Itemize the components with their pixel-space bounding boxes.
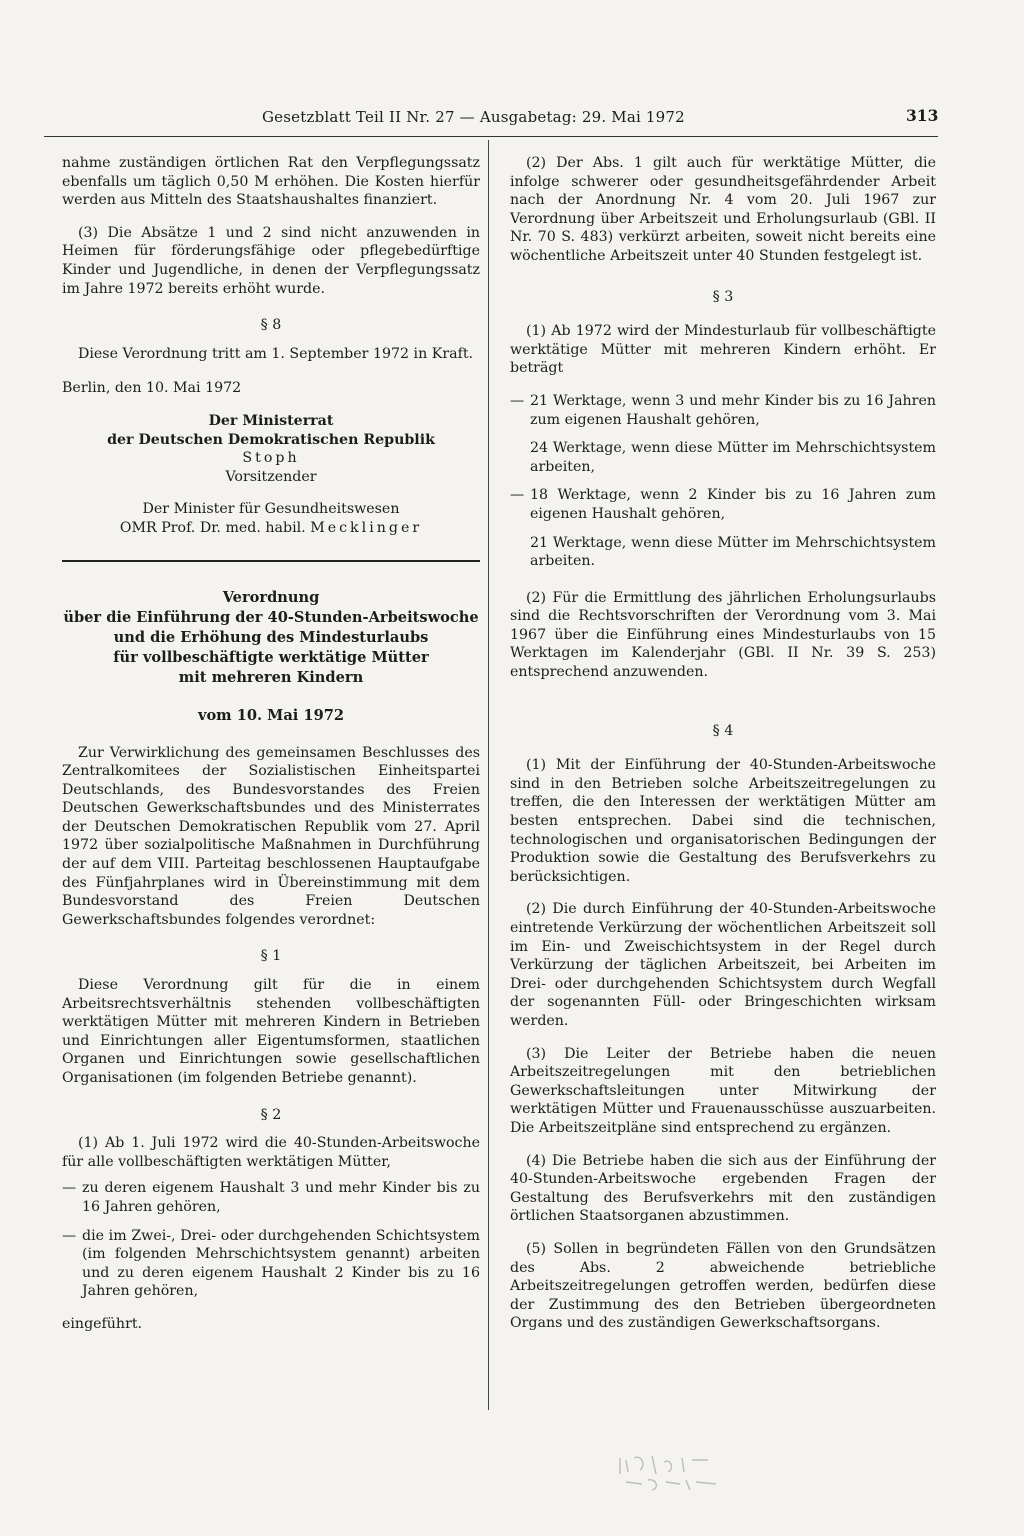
section-1-text: Diese Verordnung gilt für die in einem Arbeitsrechtsverhältnis stehenden vollbeschäftigten werktätigen Mütter mit mehreren Kindern in Betrieben und Einrichtungen aller Eigentumsformen, staatlichen Organen und Einrichtungen sowie gesellschaftlichen Organisationen (im folgenden Betriebe genannt).	[62, 977, 480, 1086]
section-2-heading: § 2	[260, 1106, 282, 1123]
dash-marker: —	[62, 1227, 77, 1244]
decree-title-line-3: und die Erhöhung des Mindesturlaubs	[113, 628, 429, 646]
dash-marker: —	[510, 392, 525, 409]
continuation-paragraph: nahme zuständigen örtlichen Rat den Verpflegungssatz ebenfalls um täglich 0,50 M erhöhen. Die Kosten hierfür werden aus Mitteln des Staatshaushaltes finanziert.	[62, 155, 480, 209]
section-3-paragraph-2: (2) Für die Ermittlung des jährlichen Erholungsurlaubs sind die Rechtsvorschriften der Verordnung vom 3. Mai 1967 über die Einführung eines Mindesturlaubs von 15 Werktagen im Kalenderjahr (GBl. II Nr. 39 S. 253) entsprechend anzuwenden.	[510, 589, 936, 681]
section-3-paragraph-1: (1) Ab 1972 wird der Mindesturlaub für vollbeschäftigte werktätige Mütter mit mehreren Kindern erhöht. Er beträgt	[510, 323, 936, 377]
list-sub-item: 21 Werktage, wenn diese Mütter im Mehrschichtsystem arbeiten.	[530, 534, 936, 570]
decree-title	[62, 588, 480, 688]
page-header	[0, 108, 1024, 136]
section-4-paragraph-5: (5) Sollen in begründeten Fällen von den Grundsätzen des Abs. 2 abweichende betriebliche Arbeitszeitregelungen getroffen werden, bedürfen diese der Zustimmung des den Betrieben übergeordneten Organs und des zuständigen Gewerkschaftsorgans.	[510, 1240, 936, 1332]
section-separator	[62, 560, 480, 562]
section-4-paragraph-2: (2) Die durch Einführung der 40-Stunden-Arbeitswoche eintretende Verkürzung der wöchentlichen Arbeitszeit soll im Ein- und Zweischichtsystem in der Regel durch Verkürzung der täglichen Arbeitszeit, bei Arbeiten im Drei- oder durchgehenden Schichtsystem durch Wegfall der sogenannten Füll- oder Bringeschichten wirksam werden.	[510, 901, 936, 1029]
signature-block	[62, 412, 480, 538]
section-2-end: eingeführt.	[62, 1315, 143, 1332]
list-item-text: zu deren eigenem Haushalt 3 und mehr Kinder bis zu 16 Jahren gehören,	[82, 1180, 480, 1215]
chair-title: Vorsitzender	[225, 468, 317, 485]
section-1-heading: § 1	[260, 948, 282, 965]
left-column	[62, 154, 480, 1348]
council-line-2: der Deutschen Demokratischen Republik	[107, 431, 435, 448]
council-line-1: Der Ministerrat	[208, 412, 334, 429]
list-sub-item: 24 Werktage, wenn diese Mütter im Mehrschichtsystem arbeiten,	[530, 440, 936, 475]
list-item-text: 18 Werktage, wenn 2 Kinder bis zu 16 Jahren zum eigenen Haushalt gehören,	[530, 487, 936, 522]
gazette-title: Gesetzblatt Teil II Nr. 27 — Ausgabetag: 29. Mai 1972	[262, 108, 685, 126]
column-divider	[488, 140, 489, 1410]
page-number: 313	[906, 106, 939, 125]
place-date: Berlin, den 10. Mai 1972	[62, 380, 242, 397]
section-4-paragraph-1: (1) Mit der Einführung der 40-Stunden-Arbeitswoche sind in den Betrieben solche Arbeitszeitregelungen zu treffen, die den Interessen der werktätigen Mütter am besten entsprechen. Dabei sind die technischen, technologischen und organisatorischen Bedingungen der Produktion sowie die Gestaltung des Berufsverkehrs zu berücksichtigen.	[510, 757, 936, 885]
paragraph-3: (3) Die Absätze 1 und 2 sind nicht anzuwenden in Heimen für förderungsfähige oder pflegebedürftige Kinder und Jugendliche, in denen der Verpflegungssatz im Jahre 1972 bereits erhöht wurde.	[62, 224, 480, 297]
right-column	[510, 154, 936, 1347]
dash-marker: —	[62, 1180, 77, 1197]
section-8-text: Diese Verordnung tritt am 1. September 1972 in Kraft.	[78, 345, 474, 362]
minister-name: Mecklinger	[310, 519, 423, 536]
minister-line	[62, 519, 480, 538]
decree-title-line-2: über die Einführung der 40-Stunden-Arbeitswoche	[63, 608, 479, 626]
decree-title-line-4: für vollbeschäftigte werktätige Mütter	[113, 648, 429, 666]
list-item	[510, 392, 936, 429]
minister-prefix: OMR Prof. Dr. med. habil.	[119, 519, 306, 536]
section-4-heading: § 4	[712, 722, 734, 739]
section-4-paragraph-3: (3) Die Leiter der Betriebe haben die neuen Arbeitszeitregelungen mit den betrieblichen Gewerkschaftsleitungen unter Mitwirkung der werktätigen Mütter und Frauenausschüsse auszuarbeiten. Die Arbeitszeitpläne sind entsprechend zu ergänzen.	[510, 1045, 936, 1136]
section-4-paragraph-4: (4) Die Betriebe haben die sich aus der Einführung der 40-Stunden-Arbeitswoche ergebenden Fragen der Gestaltung des Berufsverkehrs mit den zuständigen örtlichen Staatsorganen abzustimmen.	[510, 1152, 936, 1225]
decree-title-line-1: Verordnung	[222, 588, 320, 606]
minister-title: Der Minister für Gesundheitswesen	[142, 501, 400, 518]
list-item-text: 21 Werktage, wenn 3 und mehr Kinder bis zu 16 Jahren zum eigenen Haushalt gehören,	[530, 392, 936, 428]
header-rule	[44, 136, 938, 137]
list-item	[510, 486, 936, 523]
library-stamp-mark	[612, 1440, 732, 1496]
list-item	[62, 1227, 480, 1301]
dash-marker: —	[510, 487, 525, 504]
section-8-heading: § 8	[260, 317, 282, 334]
preamble: Zur Verwirklichung des gemeinsamen Beschlusses des Zentralkomitees der Sozialistischen Einheitspartei Deutschlands, des Bundesvorstandes des Freien Deutschen Gewerkschaftsbundes und des Ministerrates der Deutschen Demokratischen Republik vom 27. April 1972 über sozialpolitische Maßnahmen in Durchführung der auf dem VIII. Parteitag beschlossenen Hauptaufgabe des Fünfjahrplanes wird in Übereinstimmung mit dem Bundesvorstand des Freien Deutschen Gewerkschaftsbundes folgendes verordnet:	[62, 744, 480, 928]
decree-date: vom 10. Mai 1972	[197, 706, 345, 724]
section-2-paragraph-1: (1) Ab 1. Juli 1972 wird die 40-Stunden-Arbeitswoche für alle vollbeschäftigten werktätigen Mütter,	[62, 1135, 480, 1170]
list-item	[62, 1179, 480, 1216]
section-2-paragraph-2: (2) Der Abs. 1 gilt auch für werktätige Mütter, die infolge schwerer oder gesundheitsgefährdender Arbeit nach der Anordnung Nr. 4 vom 20. Juli 1967 zur Verordnung über Arbeitszeit und Erholungsurlaub (GBl. II Nr. 70 S. 483) verkürzt arbeiten, soweit nicht bereits eine wöchentliche Arbeitszeit unter 40 Stunden festgelegt ist.	[510, 155, 936, 264]
section-3-heading: § 3	[712, 288, 734, 305]
decree-title-line-5: mit mehreren Kindern	[178, 668, 364, 686]
chair-name: Stoph	[242, 450, 300, 467]
list-item-text: die im Zwei-, Drei- oder durchgehenden Schichtsystem (im folgenden Mehrschichtsystem genannt) arbeiten und zu deren eigenem Haushalt 2 Kinder bis zu 16 Jahren gehören,	[82, 1227, 480, 1300]
